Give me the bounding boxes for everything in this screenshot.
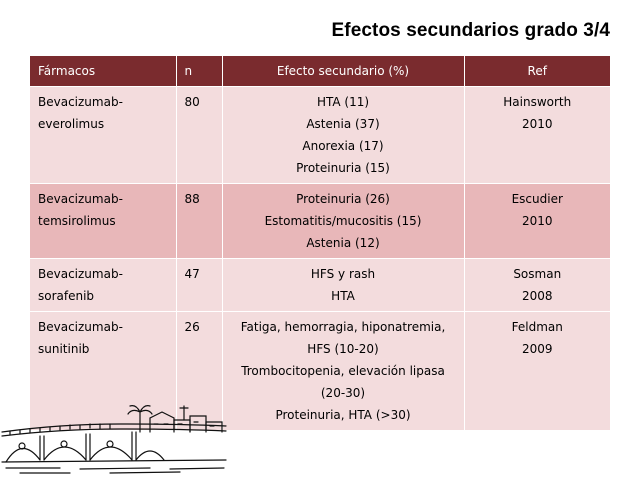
drug-cell (30, 184, 176, 259)
effect-line: Astenia (37) (306, 117, 380, 131)
header-n: n (176, 56, 222, 87)
effect-line: Proteinuria (15) (296, 161, 390, 175)
n-cell: 80 (176, 87, 222, 184)
slide-title: Efectos secundarios grado 3/4 (331, 20, 610, 41)
effect-line: HTA (331, 289, 355, 303)
drug-cell (30, 87, 176, 184)
drug-line: Bevacizumab- (38, 192, 123, 206)
ref-author: Feldman (511, 320, 563, 334)
drug-line: sunitinib (38, 342, 90, 356)
drug-line: Bevacizumab- (38, 95, 123, 109)
bridge-sketch-icon (0, 402, 228, 476)
effect-line: Fatiga, hemorragia, hiponatremia, (240, 320, 446, 334)
effect-line: HTA (11) (316, 95, 370, 109)
ref-cell (464, 184, 610, 259)
drug-line: everolimus (38, 117, 105, 131)
table-header-row (30, 56, 610, 87)
drug-line: Bevacizumab- (38, 267, 123, 281)
header-ref: Ref (464, 56, 610, 87)
ref-year: 2008 (521, 289, 553, 303)
effect-line: Anorexia (17) (302, 139, 384, 153)
effect-line: Astenia (12) (306, 236, 380, 250)
ref-author: Hainsworth (503, 95, 572, 109)
ref-year: 2010 (521, 117, 553, 131)
effect-line: Estomatitis/mucositis (15) (264, 214, 422, 228)
n-cell: 47 (176, 259, 222, 312)
drug-cell (30, 259, 176, 312)
drug-line: temsirolimus (38, 214, 116, 228)
effects-cell (222, 312, 464, 431)
effects-cell (222, 259, 464, 312)
side-effects-table (30, 56, 610, 430)
n-cell: 26 (176, 312, 222, 431)
effect-line: Proteinuria, HTA (>30) (275, 408, 411, 422)
effects-cell (222, 184, 464, 259)
table-row (30, 184, 610, 259)
effect-line: HFS (10-20) (307, 342, 379, 356)
effect-line: Proteinuria (26) (296, 192, 390, 206)
drug-line: sorafenib (38, 289, 95, 303)
ref-cell (464, 312, 610, 431)
table-row (30, 259, 610, 312)
ref-cell (464, 259, 610, 312)
effect-line: (20-30) (320, 386, 366, 400)
table-row (30, 87, 610, 184)
ref-cell (464, 87, 610, 184)
n-cell: 88 (176, 184, 222, 259)
effects-cell (222, 87, 464, 184)
ref-year: 2009 (521, 342, 553, 356)
ref-author: Escudier (511, 192, 563, 206)
effect-line: Trombocitopenia, elevación lipasa (241, 364, 445, 378)
ref-author: Sosman (513, 267, 562, 281)
drug-line: Bevacizumab- (38, 320, 123, 334)
header-efecto: Efecto secundario (%) (222, 56, 464, 87)
header-farmacos: Fármacos (30, 56, 176, 87)
ref-year: 2010 (521, 214, 553, 228)
effect-line: HFS y rash (310, 267, 376, 281)
